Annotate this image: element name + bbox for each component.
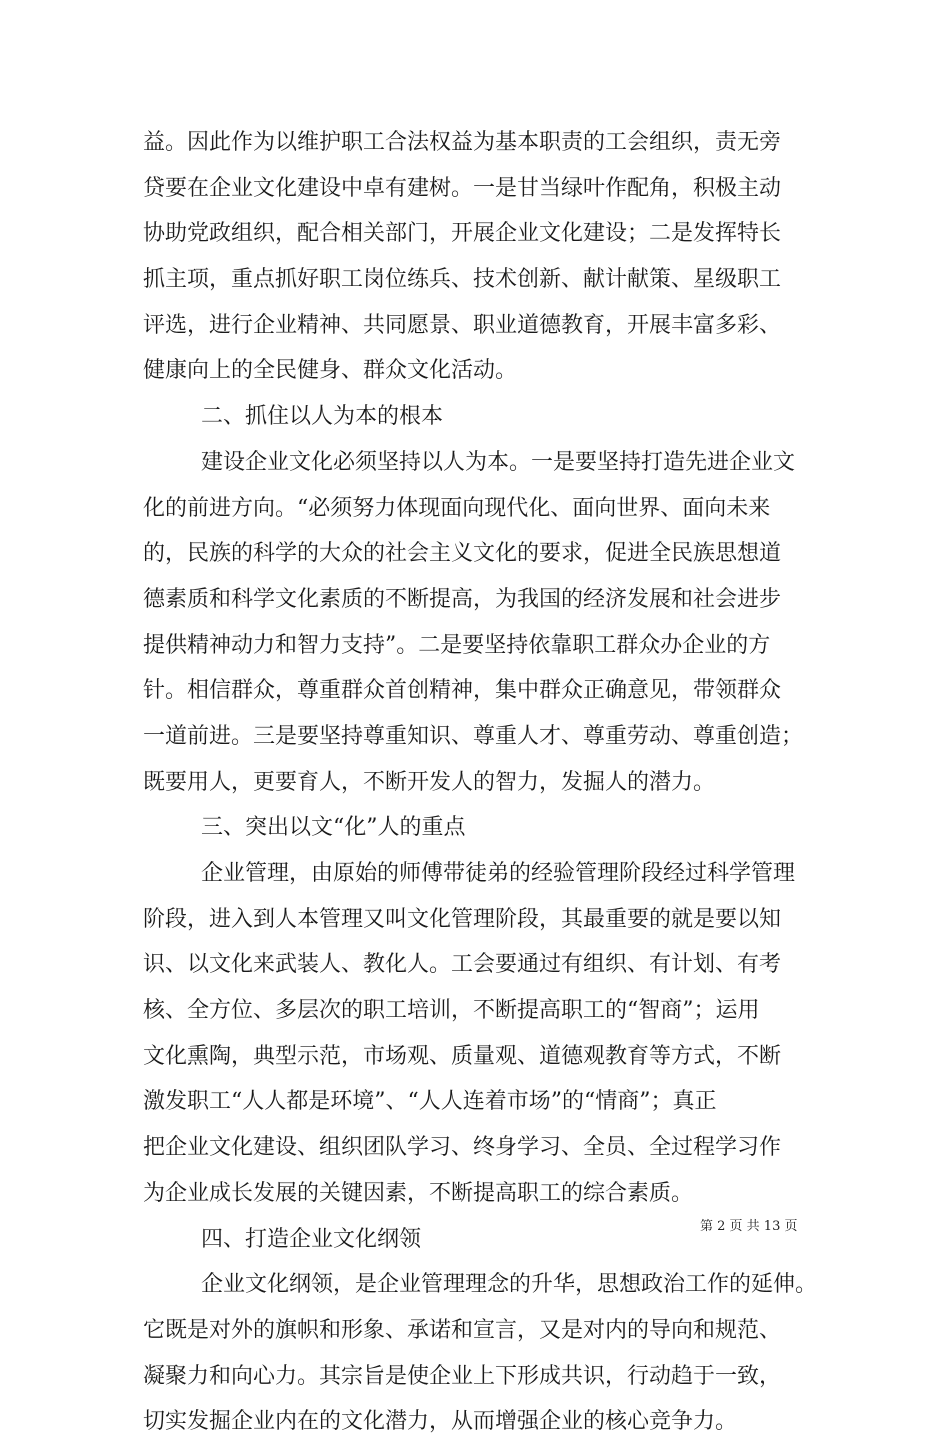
section-heading: 四、打造企业文化纲领 [201,1226,422,1252]
paragraph-line: 切实发掘企业内在的文化潜力，从而增强企业的核心竞争力。 [143,1409,738,1435]
document-body [143,120,818,1445]
paragraph-line: 提供精神动力和智力支持”。二是要坚持依靠职工群众办企业的方 [143,632,771,658]
paragraph-line: 针。相信群众，尊重群众首创精神，集中群众正确意见，带领群众 [143,678,782,704]
paragraph-line: 评选，进行企业精神、共同愿景、职业道德教育，开展丰富多彩、 [143,312,782,338]
paragraph-line: 德素质和科学文化素质的不断提高，为我国的经济发展和社会进步 [143,586,782,612]
paragraph-line: 它既是对外的旗帜和形象、承诺和宣言，又是对内的导向和规范、 [143,1317,782,1343]
paragraph-line: 凝聚力和向心力。其宗旨是使企业上下形成共识，行动趋于一致， [143,1363,782,1389]
paragraph-line: 文化熏陶，典型示范，市场观、质量观、道德观教育等方式，不断 [143,1043,782,1069]
paragraph-line: 化的前进方向。“必须努力体现面向现代化、面向世界、面向未来 [143,495,771,521]
paragraph-line: 既要用人，更要育人，不断开发人的智力，发掘人的潜力。 [143,769,716,795]
paragraph-line: 抓主项，重点抓好职工岗位练兵、技术创新、献计献策、星级职工 [143,267,782,293]
paragraph-line: 一道前进。三是要坚持尊重知识、尊重人才、尊重劳动、尊重创造； [143,723,804,749]
section-heading: 三、突出以文“化”人的重点 [201,815,466,841]
paragraph-line: 激发职工“人人都是环境”、“人人连着市场”的“情商”；真正 [143,1089,717,1115]
paragraph-line: 益。因此作为以维护职工合法权益为基本职责的工会组织，责无旁 [143,130,782,155]
paragraph-line: 为企业成长发展的关键因素，不断提高职工的综合素质。 [143,1180,694,1206]
page-number-footer: 第 2 页 共 13 页 [700,1219,798,1234]
paragraph-line: 企业管理，由原始的师傅带徒弟的经验管理阶段经过科学管理 [201,861,796,886]
paragraph-line: 贷要在企业文化建设中卓有建树。一是甘当绿叶作配角，积极主动 [143,175,782,201]
paragraph-line: 协助党政组织，配合相关部门，开展企业文化建设；二是发挥特长 [143,221,782,247]
paragraph-line: 识、以文化来武装人、教化人。工会要通过有组织、有计划、有考 [143,952,782,978]
paragraph-line: 健康向上的全民健身、群众文化活动。 [143,358,518,384]
paragraph-line: 企业文化纲领，是企业管理理念的升华，思想政治工作的延伸。 [201,1272,818,1298]
section-heading: 二、抓住以人为本的根本 [201,404,444,430]
paragraph-line: 的，民族的科学的大众的社会主义文化的要求，促进全民族思想道 [143,541,782,567]
paragraph-line: 核、全方位、多层次的职工培训，不断提高职工的“智商”；运用 [143,998,760,1024]
paragraph-line: 阶段，进入到人本管理又叫文化管理阶段，其最重要的就是要以知 [143,906,782,932]
paragraph-line: 建设企业文化必须坚持以人为本。一是要坚持打造先进企业文 [201,449,796,475]
paragraph-line: 把企业文化建设、组织团队学习、终身学习、全员、全过程学习作 [143,1135,782,1161]
